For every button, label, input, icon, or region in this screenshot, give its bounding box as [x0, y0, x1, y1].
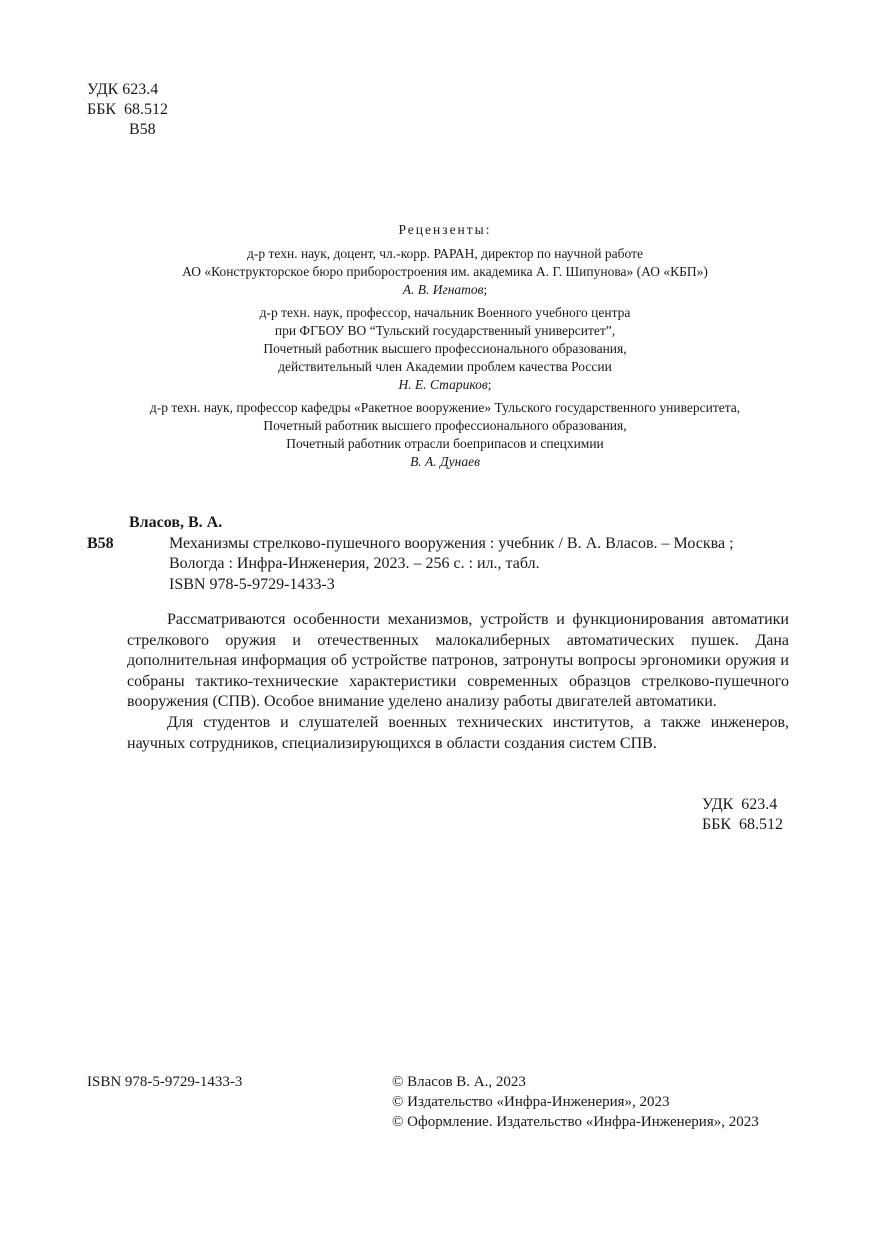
- abstract-paragraph: Рассматриваются особенности механизмов, устройств и функционирования автоматики стрелкового оружия и отечественных малокалиберных автоматических пушек. Дана дополнительная информация об устройстве патронов, затронуты вопросы эргономики оружия и собраны тактико-технические характеристики современных образцов стрелково-пушечного вооружения (СПВ). Особое внимание уделено анализу работы двигателей автоматики.: [127, 611, 789, 711]
- copyright-block: [392, 1072, 759, 1132]
- reviewer-line: д-р техн. наук, профессор кафедры «Ракетное вооружение» Тульского государственного университета,: [149, 400, 741, 415]
- book-author: Власов, В. А.: [129, 514, 223, 531]
- udk-code-bottom: УДК 623.4: [702, 796, 778, 813]
- footer-isbn: ISBN 978-5-9729-1433-3: [87, 1074, 243, 1090]
- reviewer-block: [95, 245, 795, 299]
- reviewer-name: А. В. Игнатов: [402, 282, 484, 297]
- reviewer-name: В. А. Дунаев: [410, 454, 480, 469]
- udk-code: УДК 623.4: [87, 81, 159, 98]
- abstract: [127, 610, 789, 754]
- book-isbn: ISBN 978-5-9729-1433-3: [169, 575, 335, 593]
- copyright-line: © Оформление. Издательство «Инфра-Инженерия», 2023: [392, 1114, 759, 1130]
- reviewer-block: [95, 304, 795, 394]
- copyright-line: © Власов В. А., 2023: [392, 1074, 526, 1090]
- reviewer-line: д-р техн. наук, профессор, начальник Военного учебного центра: [259, 305, 631, 320]
- bbk-code-bottom: ББК 68.512: [702, 816, 784, 833]
- reviewers-heading: Рецензенты:: [398, 222, 492, 237]
- reviewer-line: действительный член Академии проблем качества России: [278, 359, 612, 374]
- classification-codes: [87, 80, 168, 140]
- author-sign: В58: [129, 121, 156, 138]
- reviewer-line: Почетный работник отрасли боеприпасов и спецхимии: [286, 436, 604, 451]
- reviewers-section: [95, 221, 795, 476]
- reviewer-line: Почетный работник высшего профессионального образования,: [263, 418, 627, 433]
- audience-paragraph: Для студентов и слушателей военных технических институтов, а также инженеров, научных сотрудников, специализирующихся в области создания систем СПВ.: [127, 713, 789, 752]
- bbk-code: ББК 68.512: [87, 101, 169, 118]
- reviewer-line: д-р техн. наук, доцент, чл.-корр. РАРАН, директор по научной работе: [247, 246, 643, 261]
- reviewer-line: при ФГБОУ ВО “Тульский государственный университет”,: [274, 323, 616, 338]
- bottom-classification: [702, 795, 783, 835]
- reviewer-separator: ;: [487, 377, 492, 392]
- reviewer-line: Почетный работник высшего профессионального образования,: [263, 341, 627, 356]
- bibliographic-record: [87, 513, 790, 595]
- reviewer-block: [95, 399, 795, 471]
- reviewer-line: АО «Конструкторское бюро приборостроения им. академика А. Г. Шипунова» (АО «КБП»): [182, 264, 708, 279]
- book-title-line: Механизмы стрелково-пушечного вооружения : учебник / В. А. Власов. – Москва ;: [169, 534, 734, 552]
- author-sign-bold: В58: [87, 534, 114, 552]
- reviewer-separator: ;: [483, 282, 488, 297]
- copyright-line: © Издательство «Инфра-Инженерия», 2023: [392, 1094, 670, 1110]
- publication-details: Вологда : Инфра-Инженерия, 2023. – 256 с. : ил., табл.: [169, 555, 540, 572]
- reviewer-name: Н. Е. Стариков: [398, 377, 488, 392]
